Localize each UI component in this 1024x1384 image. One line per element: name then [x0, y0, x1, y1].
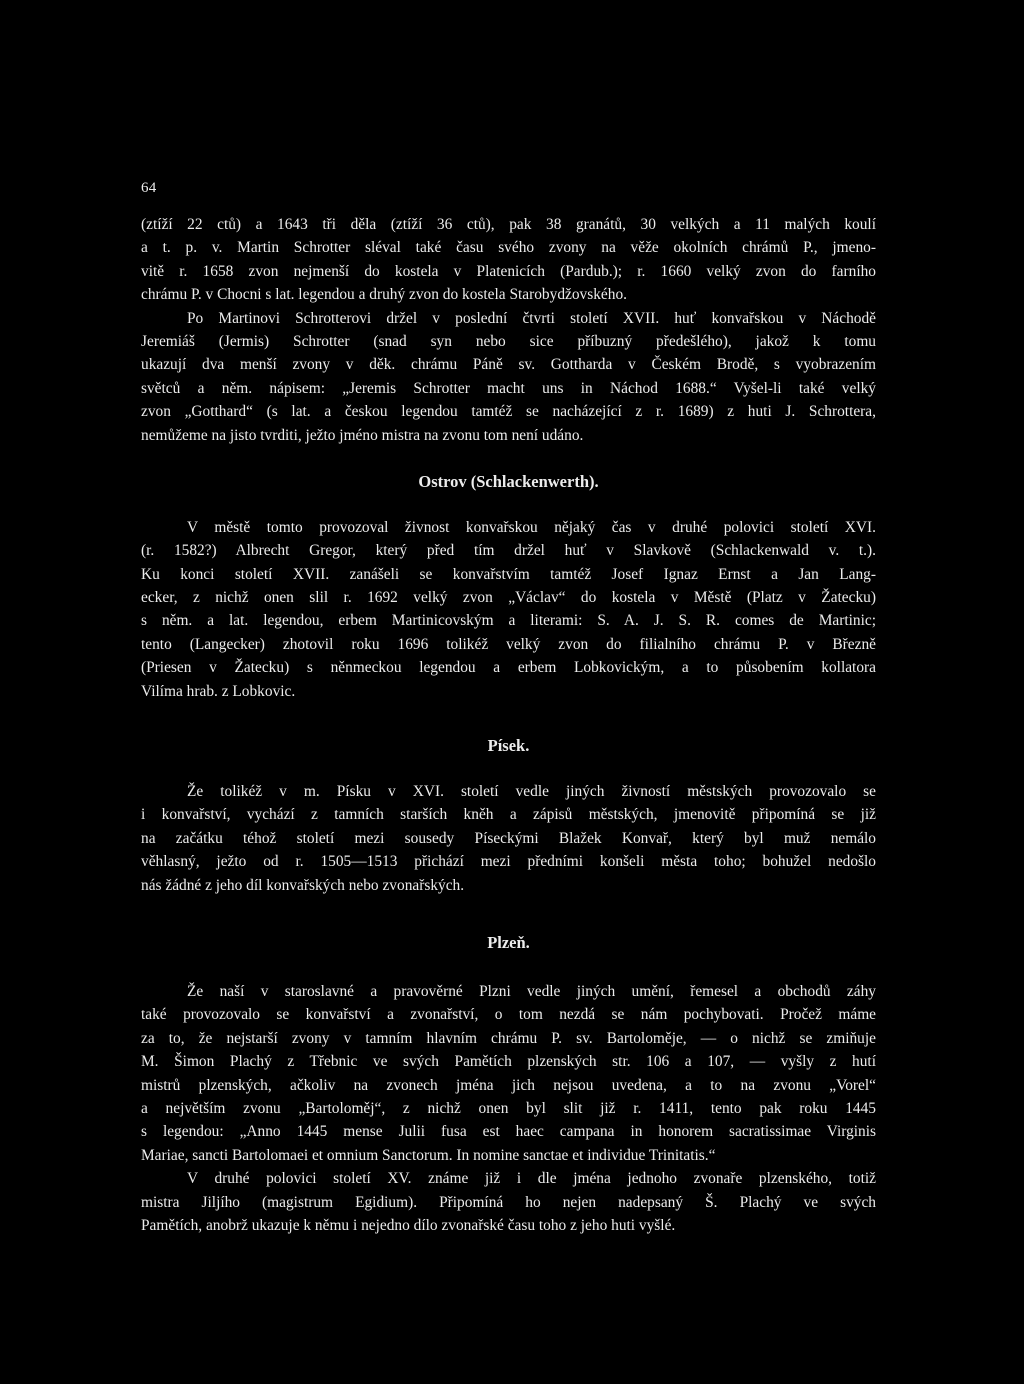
text-line: na začátku téhož století mezi sousedy Píseckými Blažek Konvař, který byl muž nemálo	[141, 829, 876, 847]
page-number: 64	[141, 180, 157, 196]
paragraph-plzen	[141, 980, 876, 1167]
text-line: Po Martinovi Schrotterovi držel v poslední čtvrti století XVII. huť konvařskou v Náchodě	[187, 309, 876, 327]
text-line: i konvařství, vychází z tamních starších kněh a zápisů městských, jmenovitě připomíná se již	[141, 806, 876, 824]
text-line: s legendou: „Anno 1445 mense Julii fusa est haec campana in honorem sacratissimae Virginis	[141, 1123, 876, 1141]
text-line: mistra Jiljího (magistrum Egidium). Připomíná ho nejen nadepsaný Š. Plachý ve svých	[141, 1193, 876, 1211]
text-line: s něm. a lat. legendou, erbem Martinicovským a literami: S. A. J. S. R. comes de Martinic;	[141, 612, 876, 630]
text-line: Mariae, sancti Bartolomaei et omnium Sanctorum. In nomine sanctae et individue Trinitatis.“	[141, 1146, 716, 1164]
section-heading-ostrov: Ostrov (Schlackenwerth).	[418, 471, 599, 491]
paragraph-pisek	[141, 780, 876, 897]
text-line: Že tolikéž v m. Písku v XVI. století vedle jiných živností městských provozovalo se	[187, 783, 876, 801]
text-line: M. Šimon Plachý z Třebnic ve svých Pamětích plzenských str. 106 a 107, — vyšly z hutí	[141, 1053, 876, 1071]
text-line: Že naší v staroslavné a pravověrné Plzni vedle jiných umění, řemesel a obchodů záhy	[187, 982, 876, 1000]
text-line: také provozovalo se konvařství a zvonařství, o tom nezdá se nám pochybovati. Pročež máme	[141, 1006, 876, 1024]
paragraph-continuation	[141, 213, 876, 307]
text-line: věhlasný, ježto od r. 1505—1513 přichází mezi předními konšeli města toho; bohužel nedošlo	[141, 853, 876, 871]
paragraph-ostrov	[141, 516, 876, 703]
text-line: chrámu P. v Chocni s lat. legendou a druhý zvon do kostela Starobydžovského.	[141, 286, 627, 304]
text-line: V druhé polovici století XV. známe již i dle jména jednoho zvonaře plzenského, totiž	[187, 1170, 876, 1188]
text-line: Ku konci století XVII. zanášeli se konvařstvím tamtéž Josef Ignaz Ernst a Jan Lang-	[141, 565, 876, 583]
section-heading-pisek: Písek.	[487, 736, 530, 756]
text-line: vitě r. 1658 zvon nejmenší do kostela v Platenicích (Pardub.); r. 1660 velký zvon do farního	[141, 262, 876, 280]
text-line: mistrů plzenských, ačkoliv na zvonech jména jich nejsou uvedena, a to na zvonu „Vorel“	[141, 1076, 876, 1094]
text-line: nemůžeme na jisto tvrditi, ježto jméno mistra na zvonu tom není udáno.	[141, 426, 584, 444]
text-line: (r. 1582?) Albrecht Gregor, který před tím držel huť v Slavkově (Schlackenwald v. t.).	[141, 542, 876, 560]
text-line: Pamětích, anobrž ukazuje k němu i nejedno dílo zvonařské času toho z jeho huti vyšlé.	[141, 1216, 676, 1234]
text-line: a t. p. v. Martin Schrotter sléval také času svého zvony na věže okolních chrámů P., jmeno-	[141, 239, 876, 257]
text-line: (ztíží 22 ctů) a 1643 tři děla (ztíží 36 ctů), pak 38 granátů, 30 velkých a 11 malých koulí	[141, 216, 876, 233]
text-line: Jeremiáš (Jermis) Schrotter (snad syn nebo sice příbuzný předešlého), jakož k tomu	[141, 332, 876, 350]
section-heading-plzen: Plzeň.	[487, 932, 530, 952]
text-line: a největším zvonu „Bartoloměj“, z nichž onen byl slit již r. 1411, tento pak roku 1445	[141, 1099, 876, 1117]
text-line: tento (Langecker) zhotovil roku 1696 tolikéž velký zvon do filialního chrámu P. v Březně	[141, 635, 876, 653]
text-line: ecker, z nichž onen slil r. 1692 velký zvon „Václav“ do kostela v Městě (Platz v Žatecku)	[141, 589, 876, 607]
text-line: V městě tomto provozoval živnost konvařskou nějaký čas v druhé polovici století XVI.	[187, 518, 876, 536]
text-line: za to, že nejstarší zvony v tamním hlavním chrámu P. sv. Bartoloměje, — o nichž se zmiňuje	[141, 1029, 876, 1047]
text-line: nás žádné z jeho díl konvařských nebo zvonařských.	[141, 876, 465, 894]
text-line: světců a něm. nápisem: „Jeremis Schrotter macht uns in Náchod 1688.“ Vyšel-li také velký	[141, 379, 876, 397]
text-line: zvon „Gotthard“ (s lat. a českou legendou tamtéž se nacházející z r. 1689) z huti J. Schrottera,	[141, 403, 876, 421]
paragraph-schrotter	[141, 307, 876, 447]
text-line: ukazují dva menší zvony v děk. chrámu Páně sv. Gottharda v Českém Brodě, s vyobrazením	[141, 356, 876, 374]
paragraph-jilji	[141, 1167, 876, 1237]
page-content	[141, 213, 876, 1237]
text-line: (Priesen v Žatecku) s něnmeckou legendou a erbem Lobkovickým, a to působením kollatora	[141, 659, 876, 677]
text-line: Vilíma hrab. z Lobkovic.	[141, 682, 296, 700]
